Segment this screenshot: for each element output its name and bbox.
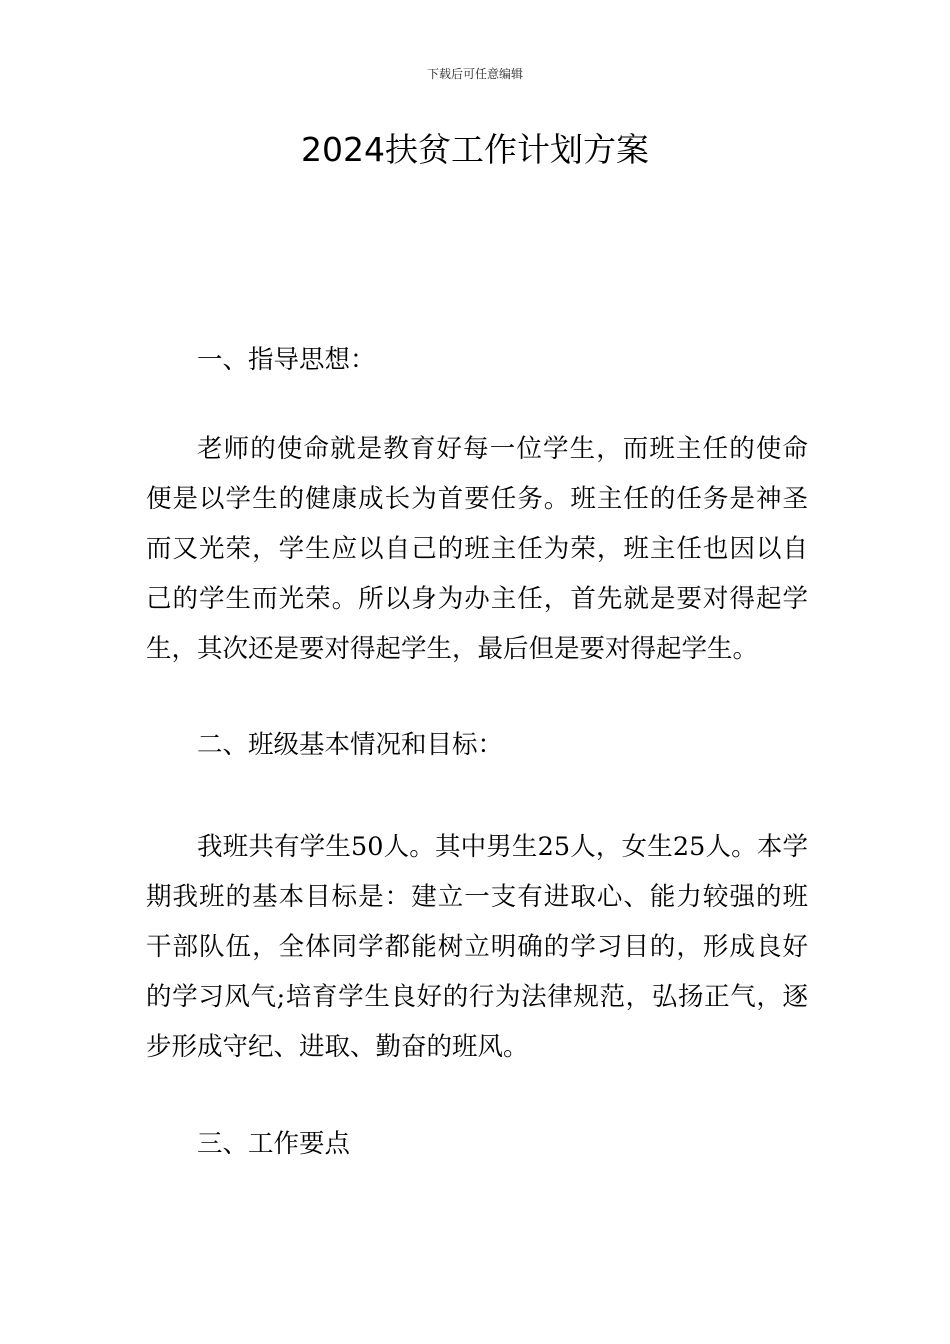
section-3-heading: 三、工作要点 — [197, 1129, 351, 1159]
section-1-body: 老师的使命就是教育好每一位学生，而班主任的使命便是以学生的健康成长为首要任务。班主任的任务是神圣而又光荣，学生应以自己的班主任为荣，班主任也因以自己的学生而光荣。所以身为办主任，首先就是要对得起学生，其次还是要对得起学生，最后但是要对得起学生。 — [146, 434, 808, 664]
section-2-body: 我班共有学生50人。其中男生25人，女生25人。本学期我班的基本目标是：建立一支有进取心、能力较强的班干部队伍，全体同学都能树立明确的学习目的，形成良好的学习风气;培育学生良好的行为法律规范，弘扬正气，逐步形成守纪、进取、勤奋的班风。 — [146, 832, 808, 1062]
document-title: 2024扶贫工作计划方案 — [301, 130, 649, 169]
section-1-heading: 一、指导思想： — [197, 345, 376, 375]
header-note: 下载后可任意编辑 — [426, 67, 523, 81]
section-2-heading: 二、班级基本情况和目标： — [197, 730, 504, 760]
